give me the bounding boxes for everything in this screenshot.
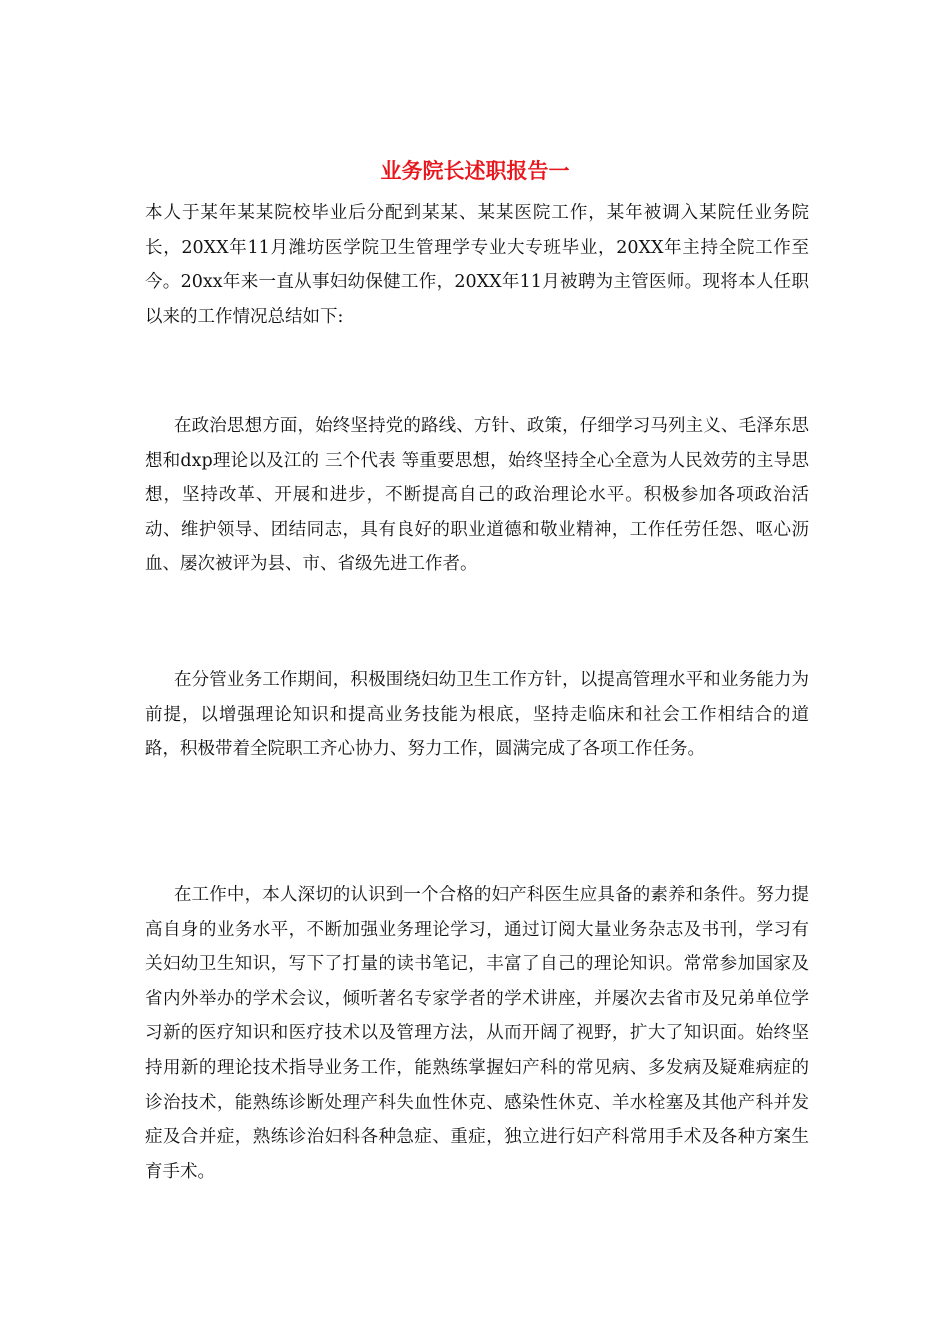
paragraph-political: 在政治思想方面，始终坚持党的路线、方针、政策，仔细学习马列主义、毛泽东思想和dxp理论以及江的 三个代表 等重要思想，始终坚持全心全意为人民效劳的主导思想，坚持改革、开展和进步，不断提高自己的政治理论水平。积极参加各项政治活动、维护领导、团结同志，具有良好的职业道德和敬业精神，工作任劳任怨、呕心沥血、屡次被评为县、市、省级先进工作者。 [145, 416, 809, 575]
document-title: 业务院长述职报告一 [380, 158, 570, 183]
paragraph-management: 在分管业务工作期间，积极围绕妇幼卫生工作方针，以提高管理水平和业务能力为前提，以增强理论知识和提高业务技能为根底，坚持走临床和社会工作相结合的道路，积极带着全院职工齐心协力、努力工作，圆满完成了各项工作任务。 [145, 670, 809, 760]
paragraph-professional: 在工作中，本人深切的认识到一个合格的妇产科医生应具备的素养和条件。努力提高自身的业务水平，不断加强业务理论学习，通过订阅大量业务杂志及书刊，学习有关妇幼卫生知识，写下了打量的读书笔记，丰富了自己的理论知识。常常参加国家及省内外举办的学术会议，倾听著名专家学者的学术讲座，并屡次去省市及兄弟单位学习新的医疗知识和医疗技术以及管理方法，从而开阔了视野，扩大了知识面。始终坚持用新的理论技术指导业务工作，能熟练掌握妇产科的常见病、多发病及疑难病症的诊治技术，能熟练诊断处理产科失血性休克、感染性休克、羊水栓塞及其他产科并发症及合并症，熟练诊治妇科各种急症、重症，独立进行妇产科常用手术及各种方案生育手术。 [145, 885, 809, 1182]
intro-paragraph: 本人于某年某某院校毕业后分配到某某、某某医院工作，某年被调入某院任业务院长，20XX年11月潍坊医学院卫生管理学专业大专班毕业，20XX年主持全院工作至今。20xx年来一直从事妇幼保健工作，20XX年11月被聘为主管医师。现将本人任职以来的工作情况总结如下: [145, 203, 809, 327]
